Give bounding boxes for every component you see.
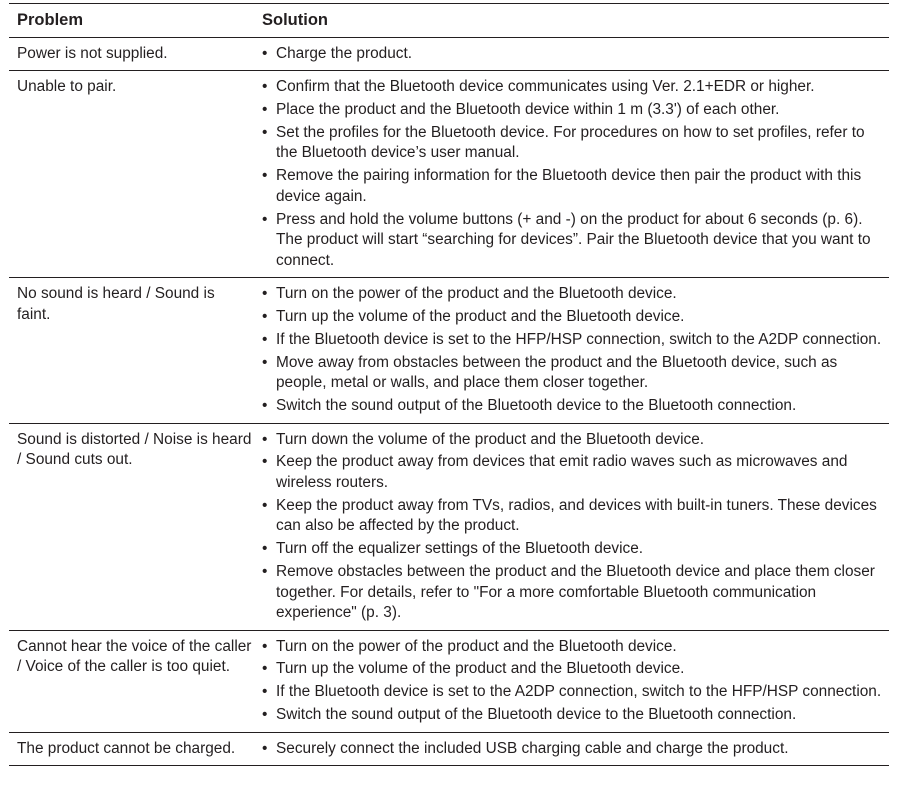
solution-item [262,562,889,624]
bullet-icon: • [262,739,268,757]
solution-text: Turn off the equalizer settings of the Bluetooth device. [276,540,644,558]
table-body [9,38,889,767]
solution-list [262,77,889,271]
problem-cell: Power is not supplied. [17,44,168,62]
solution-text: Move away from obstacles between the product and the Bluetooth device, such as people, metal or walls, and place them closer together. [276,353,838,392]
table-row [9,733,889,767]
solution-cell [256,424,889,630]
solution-cell [256,71,889,277]
problem-cell: No sound is heard / Sound is faint. [17,285,215,323]
bullet-icon: • [262,78,268,96]
bullet-icon: • [262,430,268,448]
bullet-icon: • [262,100,268,118]
solution-text: Remove the pairing information for the Bluetooth device then pair the product with this device again. [276,167,862,205]
problem-cell: The product cannot be charged. [17,739,236,757]
solution-text: If the Bluetooth device is set to the A2DP connection, switch to the HFP/HSP connection. [276,683,882,701]
bullet-icon: • [262,330,268,348]
header-problem: Problem [17,11,84,29]
bullet-icon: • [262,353,268,371]
solution-item [262,44,889,65]
bullet-icon: • [262,660,268,678]
solution-item [262,210,889,272]
bullet-icon: • [262,540,268,558]
solution-text: Set the profiles for the Bluetooth device. For procedures on how to set profiles, refer to the Bluetooth device’s user manual. [276,123,865,162]
solution-cell [256,278,889,422]
bullet-icon: • [262,308,268,326]
solution-item [262,166,889,207]
solution-text: Turn on the power of the product and the Bluetooth device. [276,637,677,655]
problem-cell: Cannot hear the voice of the caller / Voice of the caller is too quiet. [17,637,252,676]
solution-text: Keep the product away from TVs, radios, and devices with built-in tuners. These devices can also be affected by the product. [276,496,877,535]
solution-text: Securely connect the included USB charging cable and charge the product. [276,739,789,757]
solution-list [262,739,889,760]
solution-cell [256,38,889,71]
solution-text: Turn down the volume of the product and the Bluetooth device. [276,430,705,448]
solution-text: Press and hold the volume buttons (+ and -) on the product for about 6 seconds (p. 6). The product will start “searching for devices”. Pair the Bluetooth device that you want to connect. [276,210,871,269]
solution-item [262,739,889,760]
bullet-icon: • [262,210,268,228]
solution-item [262,637,889,658]
table-row [9,38,889,72]
table-header [9,4,889,38]
solution-text: Place the product and the Bluetooth device within 1 m (3.3') of each other. [276,100,780,118]
solution-item [262,100,889,121]
bullet-icon: • [262,167,268,185]
solution-item [262,123,889,164]
solution-item [262,307,889,328]
bullet-icon: • [262,496,268,514]
solution-item [262,284,889,305]
bullet-icon: • [262,706,268,724]
solution-item [262,430,889,451]
solution-text: Keep the product away from devices that emit radio waves such as microwaves and wireless routers. [276,453,848,491]
header-solution: Solution [262,11,328,29]
solution-item [262,496,889,537]
solution-cell [256,733,889,766]
solution-text: Switch the sound output of the Bluetooth device to the Bluetooth connection. [276,397,797,414]
solution-item [262,682,889,703]
solution-text: Turn on the power of the product and the Bluetooth device. [276,285,677,303]
bullet-icon: • [262,123,268,141]
solution-text: If the Bluetooth device is set to the HFP/HSP connection, switch to the A2DP connection. [276,330,882,348]
table-row [9,424,889,631]
solution-list [262,430,889,624]
bullet-icon: • [262,683,268,701]
solution-text: Turn up the volume of the product and the Bluetooth device. [276,308,685,326]
table-row [9,631,889,733]
solution-item [262,330,889,351]
solution-item [262,452,889,493]
bullet-icon: • [262,637,268,655]
bullet-icon: • [262,453,268,471]
troubleshooting-table [9,3,889,766]
solution-list [262,284,889,416]
solution-item [262,77,889,98]
solution-text: Turn up the volume of the product and the Bluetooth device. [276,660,685,678]
solution-text: Switch the sound output of the Bluetooth device to the Bluetooth connection. [276,706,797,724]
bullet-icon: • [262,562,268,580]
solution-text: Confirm that the Bluetooth device communicates using Ver. 2.1+EDR or higher. [276,78,815,96]
solution-item [262,659,889,680]
solution-text: Remove obstacles between the product and the Bluetooth device and place them closer together. For details, refer to "For a more comfortable Bluetooth communication experience" (p. 3). [276,562,875,622]
bullet-icon: • [262,397,268,414]
problem-cell: Sound is distorted / Noise is heard / Sound cuts out. [17,430,252,469]
solution-text: Charge the product. [276,44,413,62]
solution-list [262,44,889,65]
solution-list [262,637,889,726]
bullet-icon: • [262,285,268,303]
solution-item [262,396,889,417]
solution-item [262,539,889,560]
solution-cell [256,631,889,732]
bullet-icon: • [262,44,268,62]
problem-cell: Unable to pair. [17,78,117,96]
solution-item [262,353,889,394]
table-row [9,278,889,423]
solution-item [262,705,889,726]
table-row [9,71,889,278]
